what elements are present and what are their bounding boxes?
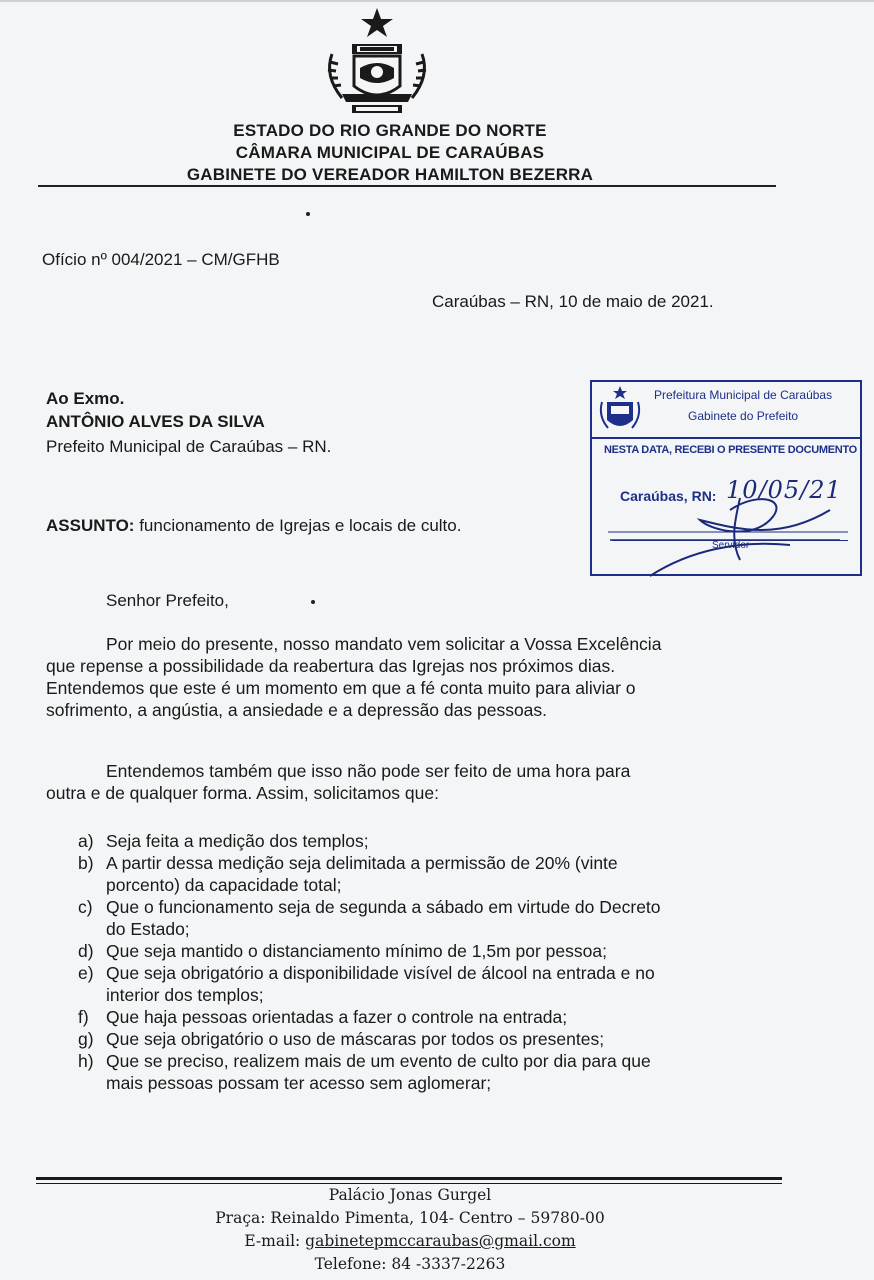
list-item-letter: b) [78, 853, 94, 873]
list-item-letter: h) [78, 1051, 94, 1071]
footer-email-line [160, 1230, 660, 1253]
list-item-text: do Estado; [106, 919, 190, 939]
footer-email-label: E-mail: [244, 1232, 306, 1250]
list-item-letter: d) [78, 941, 94, 961]
list-item [78, 852, 778, 896]
list-item-text: porcento) da capacidade total; [106, 875, 342, 895]
list-item-text: Seja feita a medição dos templos; [106, 831, 369, 851]
footer-building: Palácio Jonas Gurgel [328, 1186, 492, 1204]
handwritten-signature [590, 380, 860, 590]
list-item-text: Que seja mantido o distanciamento mínimo de 1,5m por pessoa; [106, 941, 607, 961]
list-item-text: Que se preciso, realizem mais de um evento de culto por dia para que [106, 1051, 651, 1071]
header-divider [38, 185, 776, 187]
list-item-text: Que haja pessoas orientadas a fazer o controle na entrada; [106, 1007, 568, 1027]
header-state: ESTADO DO RIO GRANDE DO NORTE [233, 121, 547, 140]
stamp-city: Caraúbas, RN: [620, 488, 717, 504]
list-item-letter: g) [78, 1029, 94, 1049]
footer-address: Praça: Reinaldo Pimenta, 104- Centro – 59780-00 [215, 1209, 605, 1227]
list-item-text: Que o funcionamento seja de segunda a sábado em virtude do Decreto [106, 897, 661, 917]
top-edge [0, 0, 874, 2]
subject-line [46, 516, 461, 536]
recipient-name: ANTÔNIO ALVES DA SILVA [46, 412, 265, 431]
paragraph-line: Por meio do presente, nosso mandato vem solicitar a Vossa Excelência [106, 634, 662, 654]
list-item [78, 940, 778, 962]
list-item [78, 896, 778, 940]
paragraph-line: outra e de qualquer forma. Assim, solicitamos que: [46, 783, 439, 803]
footer [160, 1184, 660, 1276]
paragraph-line: Entendemos também que isso não pode ser feito de uma hora para [106, 761, 631, 781]
paragraph-conditions [46, 760, 630, 804]
paragraph-line: sofrimento, a angústia, a ansiedade e a depressão das pessoas. [46, 700, 548, 720]
speck [311, 600, 315, 604]
stamp-received-text: NESTA DATA, RECEBI O PRESENTE DOCUMENTO [604, 444, 857, 456]
subject-label: ASSUNTO: [46, 516, 135, 535]
list-item-text: Que seja obrigatório a disponibilidade visível de álcool na entrada e no [106, 963, 655, 983]
coat-of-arms-icon [312, 6, 442, 118]
letter-reference: Ofício nº 004/2021 – CM/GFHB [42, 250, 280, 269]
header-chamber: CÂMARA MUNICIPAL DE CARAÚBAS [235, 143, 545, 162]
paragraph-request [46, 633, 661, 721]
speck [306, 212, 310, 216]
receipt-stamp [590, 380, 860, 590]
list-item-letter: e) [78, 963, 94, 983]
conditions-list [78, 830, 778, 1094]
list-item [78, 962, 778, 1006]
recipient-title: Prefeito Municipal de Caraúbas – RN. [46, 437, 332, 456]
list-item-text: A partir dessa medição seja delimitada a permissão de 20% (vinte [106, 853, 618, 873]
letter-date: Caraúbas – RN, 10 de maio de 2021. [432, 292, 714, 311]
paragraph-line: Entendemos que este é um momento em que a fé conta muito para aliviar o [46, 678, 636, 698]
footer-divider [36, 1177, 782, 1180]
list-item-text: mais pessoas possam ter acesso sem aglomerar; [106, 1073, 492, 1093]
stamp-title: Prefeitura Municipal de Caraúbas [654, 388, 833, 402]
list-item-letter: a) [78, 831, 94, 851]
list-item-letter: f) [78, 1007, 89, 1027]
footer-phone: Telefone: 84 -3337-2263 [314, 1255, 506, 1273]
list-item [78, 1028, 778, 1050]
list-item-letter: c) [78, 897, 93, 917]
recipient-salutation: Ao Exmo. [46, 389, 125, 408]
stamp-signer-label: Servidor [712, 540, 750, 551]
list-item [78, 830, 778, 852]
list-item [78, 1006, 778, 1028]
list-item [78, 1050, 778, 1094]
subject-text: funcionamento de Igrejas e locais de culto. [134, 516, 462, 535]
stamp-subtitle: Gabinete do Prefeito [688, 409, 799, 423]
letterhead [140, 120, 640, 186]
stamp-handwritten-date: 10/05/21 [726, 476, 842, 504]
list-item-text: interior dos templos; [106, 985, 264, 1005]
paragraph-line: que repense a possibilidade da reabertura das Igrejas nos próximos dias. [46, 656, 616, 676]
list-item-text: Que seja obrigatório o uso de máscaras por todos os presentes; [106, 1029, 605, 1049]
greeting: Senhor Prefeito, [106, 591, 229, 610]
footer-email-link[interactable]: gabinetepmccaraubas@gmail.com [305, 1232, 576, 1250]
header-office: GABINETE DO VEREADOR HAMILTON BEZERRA [186, 165, 594, 184]
